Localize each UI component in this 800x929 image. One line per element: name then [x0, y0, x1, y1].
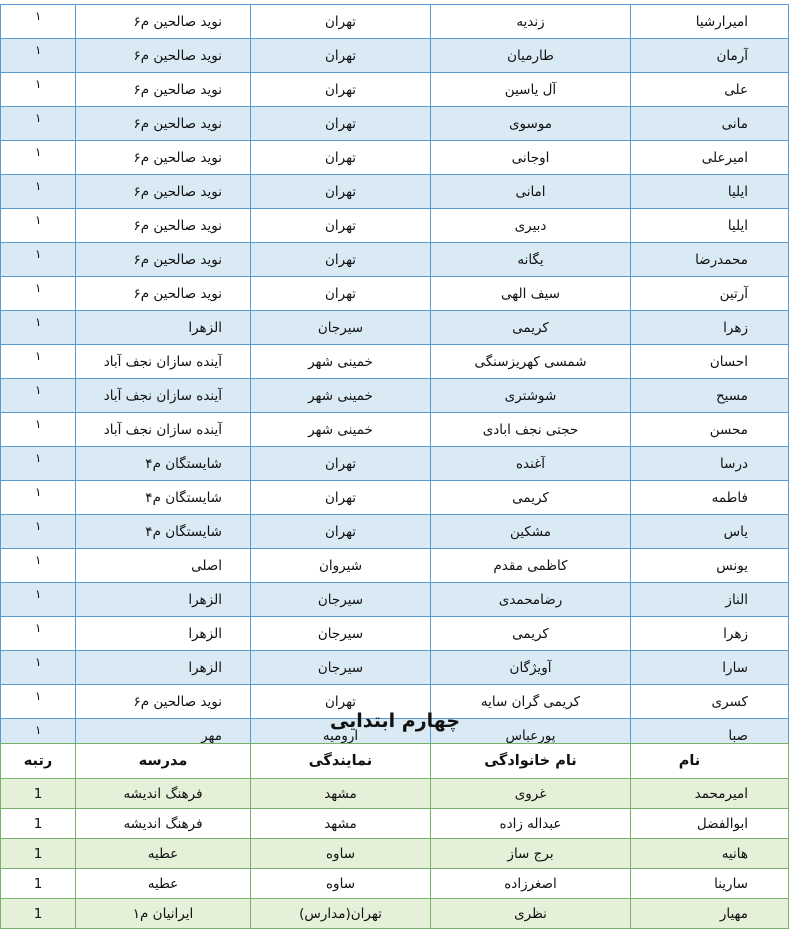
cell-name: امیرارشیا [631, 5, 789, 39]
header-rank: رتبه [1, 744, 76, 779]
cell-family: مشکین [431, 515, 631, 549]
table-header-row [1, 744, 789, 779]
cell-agency: سیرجان [251, 617, 431, 651]
cell-name: ابوالفضل [631, 809, 789, 839]
cell-agency: خمینی شهر [251, 413, 431, 447]
cell-name: ایلیا [631, 175, 789, 209]
cell-school: نوید صالحین م۶ [76, 243, 251, 277]
cell-school: نوید صالحین م۶ [76, 141, 251, 175]
cell-name: امیرمحمد [631, 779, 789, 809]
cell-name: سارینا [631, 869, 789, 899]
table-row [1, 809, 789, 839]
cell-agency: ارومیه [251, 719, 431, 753]
cell-agency: مشهد [251, 779, 431, 809]
cell-name: سارا [631, 651, 789, 685]
cell-school: الزهرا [76, 583, 251, 617]
table-row [1, 379, 789, 413]
cell-family: اصغرزاده [431, 869, 631, 899]
table-row [1, 779, 789, 809]
cell-agency: تهران [251, 209, 431, 243]
cell-rank: ۱ [1, 5, 76, 39]
cell-school: نوید صالحین م۶ [76, 73, 251, 107]
cell-rank: ۱ [1, 481, 76, 515]
cell-family: آغنده [431, 447, 631, 481]
cell-rank: ۱ [1, 583, 76, 617]
cell-school: شایستگان م۴ [76, 515, 251, 549]
cell-family: دبیری [431, 209, 631, 243]
cell-agency: ساوه [251, 869, 431, 899]
cell-rank: ۱ [1, 617, 76, 651]
header-school: مدرسه [76, 744, 251, 779]
cell-family: شوشتری [431, 379, 631, 413]
cell-rank: 1 [1, 809, 76, 839]
table-row [1, 141, 789, 175]
cell-family: کریمی [431, 617, 631, 651]
cell-school: ایرانیان م۱ [76, 899, 251, 929]
cell-school: نوید صالحین م۶ [76, 39, 251, 73]
cell-family: حجتی نجف ابادی [431, 413, 631, 447]
cell-rank: ۱ [1, 277, 76, 311]
cell-rank: ۱ [1, 107, 76, 141]
cell-school: اصلی [76, 549, 251, 583]
table-row [1, 413, 789, 447]
cell-school: فرهنگ اندیشه [76, 809, 251, 839]
cell-rank: ۱ [1, 685, 76, 719]
cell-school: الزهرا [76, 651, 251, 685]
results-table-top-body [1, 5, 789, 753]
cell-rank: ۱ [1, 243, 76, 277]
table-row [1, 107, 789, 141]
cell-name: مهیار [631, 899, 789, 929]
cell-school: نوید صالحین م۶ [76, 209, 251, 243]
cell-name: درسا [631, 447, 789, 481]
cell-agency: شیروان [251, 549, 431, 583]
cell-family: طارمیان [431, 39, 631, 73]
cell-rank: ۱ [1, 447, 76, 481]
cell-school: آینده سازان نجف آباد [76, 379, 251, 413]
cell-rank: ۱ [1, 651, 76, 685]
cell-agency: تهران [251, 685, 431, 719]
cell-rank: ۱ [1, 141, 76, 175]
cell-agency: خمینی شهر [251, 379, 431, 413]
table-row [1, 311, 789, 345]
cell-agency: ساوه [251, 839, 431, 869]
cell-family: کریمی گران سایه [431, 685, 631, 719]
cell-name: محمدرضا [631, 243, 789, 277]
cell-agency: تهران(مدارس) [251, 899, 431, 929]
cell-rank: 1 [1, 899, 76, 929]
table-row [1, 175, 789, 209]
cell-school: نوید صالحین م۶ [76, 5, 251, 39]
section-title: چهارم ابتدایی [329, 710, 461, 732]
cell-name: احسان [631, 345, 789, 379]
cell-rank: 1 [1, 779, 76, 809]
cell-family: شمسی کهریزسنگی [431, 345, 631, 379]
cell-family: زندیه [431, 5, 631, 39]
cell-school: نوید صالحین م۶ [76, 685, 251, 719]
cell-family: برج ساز [431, 839, 631, 869]
table-row [1, 481, 789, 515]
table-row [1, 73, 789, 107]
cell-school: مهر [76, 719, 251, 753]
cell-name: مسیح [631, 379, 789, 413]
header-family: نام خانوادگی [431, 744, 631, 779]
cell-agency: سیرجان [251, 651, 431, 685]
cell-agency: تهران [251, 175, 431, 209]
table-row [1, 583, 789, 617]
cell-family: غروی [431, 779, 631, 809]
cell-rank: ۱ [1, 39, 76, 73]
results-table-grade4-body [1, 779, 789, 929]
cell-rank: ۱ [1, 379, 76, 413]
cell-agency: خمینی شهر [251, 345, 431, 379]
cell-family: اوجانی [431, 141, 631, 175]
cell-agency: تهران [251, 107, 431, 141]
cell-rank: ۱ [1, 73, 76, 107]
cell-name: الناز [631, 583, 789, 617]
cell-name: یاس [631, 515, 789, 549]
cell-family: رضامحمدی [431, 583, 631, 617]
cell-agency: تهران [251, 141, 431, 175]
cell-family: سیف الهی [431, 277, 631, 311]
cell-rank: ۱ [1, 345, 76, 379]
cell-school: شایستگان م۴ [76, 481, 251, 515]
cell-family: کاظمی مقدم [431, 549, 631, 583]
cell-rank: ۱ [1, 311, 76, 345]
cell-agency: تهران [251, 73, 431, 107]
table-row [1, 345, 789, 379]
cell-school: الزهرا [76, 311, 251, 345]
cell-school: آینده سازان نجف آباد [76, 345, 251, 379]
cell-name: مانی [631, 107, 789, 141]
cell-name: علی [631, 73, 789, 107]
cell-school: آینده سازان نجف آباد [76, 413, 251, 447]
cell-name: کسری [631, 685, 789, 719]
cell-family: یگانه [431, 243, 631, 277]
cell-family: آویژگان [431, 651, 631, 685]
cell-family: پورعباس [431, 719, 631, 753]
cell-rank: ۱ [1, 515, 76, 549]
cell-agency: تهران [251, 277, 431, 311]
cell-rank: ۱ [1, 175, 76, 209]
results-table-grade4 [0, 743, 789, 929]
cell-agency: تهران [251, 243, 431, 277]
table-row [1, 277, 789, 311]
cell-school: نوید صالحین م۶ [76, 107, 251, 141]
cell-family: عبداله زاده [431, 809, 631, 839]
cell-rank: 1 [1, 839, 76, 869]
results-table-top [0, 4, 789, 753]
cell-rank: ۱ [1, 719, 76, 753]
cell-name: آرتین [631, 277, 789, 311]
cell-rank: ۱ [1, 413, 76, 447]
table-row [1, 651, 789, 685]
cell-name: زهرا [631, 311, 789, 345]
cell-school: عطیه [76, 869, 251, 899]
table-row [1, 243, 789, 277]
cell-family: موسوی [431, 107, 631, 141]
cell-family: آل یاسین [431, 73, 631, 107]
cell-name: محسن [631, 413, 789, 447]
header-agency: نمایندگی [251, 744, 431, 779]
table-row [1, 5, 789, 39]
cell-name: هانیه [631, 839, 789, 869]
cell-agency: سیرجان [251, 583, 431, 617]
cell-school: نوید صالحین م۶ [76, 277, 251, 311]
cell-agency: تهران [251, 39, 431, 73]
cell-agency: مشهد [251, 809, 431, 839]
cell-name: یونس [631, 549, 789, 583]
cell-agency: تهران [251, 447, 431, 481]
table-row [1, 447, 789, 481]
cell-agency: تهران [251, 481, 431, 515]
cell-school: نوید صالحین م۶ [76, 175, 251, 209]
cell-school: فرهنگ اندیشه [76, 779, 251, 809]
table-row [1, 515, 789, 549]
cell-family: کریمی [431, 311, 631, 345]
table-row [1, 899, 789, 929]
cell-rank: ۱ [1, 549, 76, 583]
cell-school: عطیه [76, 839, 251, 869]
cell-name: امیرعلی [631, 141, 789, 175]
cell-name: فاطمه [631, 481, 789, 515]
cell-rank: ۱ [1, 209, 76, 243]
cell-rank: 1 [1, 869, 76, 899]
cell-family: امانی [431, 175, 631, 209]
table-row [1, 869, 789, 899]
table-row [1, 617, 789, 651]
table-row [1, 549, 789, 583]
cell-agency: سیرجان [251, 311, 431, 345]
table-row [1, 209, 789, 243]
cell-agency: تهران [251, 5, 431, 39]
table-row [1, 839, 789, 869]
cell-name: زهرا [631, 617, 789, 651]
header-name: نام [631, 744, 789, 779]
table-row [1, 39, 789, 73]
cell-name: صبا [631, 719, 789, 753]
cell-family: نظری [431, 899, 631, 929]
cell-school: شایستگان م۴ [76, 447, 251, 481]
cell-family: کریمی [431, 481, 631, 515]
cell-name: آرمان [631, 39, 789, 73]
cell-name: ایلیا [631, 209, 789, 243]
cell-school: الزهرا [76, 617, 251, 651]
cell-agency: تهران [251, 515, 431, 549]
